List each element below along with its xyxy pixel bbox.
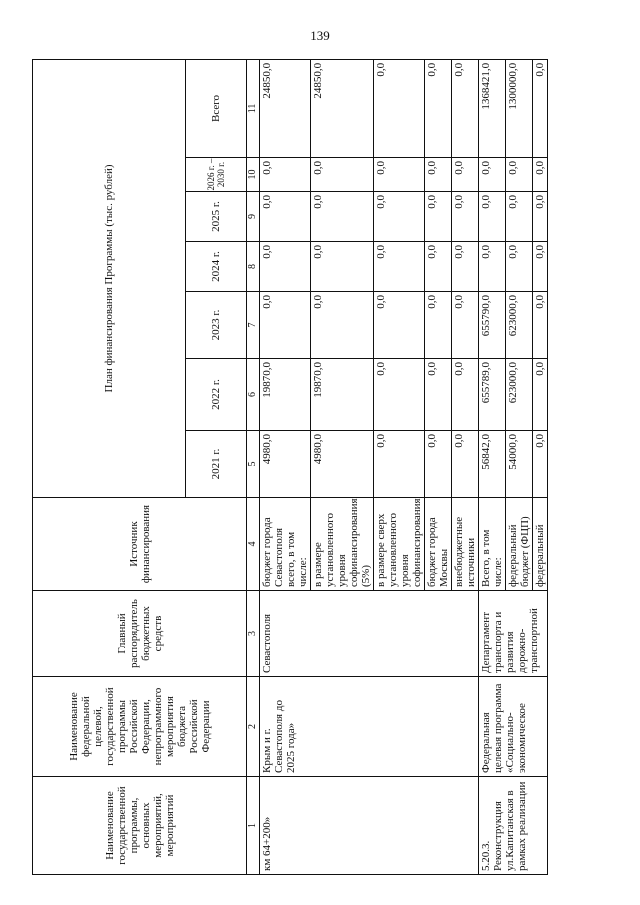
source-cell: в размере установленного уровня софинансирования (5%) — [311, 498, 374, 591]
source-cell: в размере сверх установленного уровня софинансирования — [374, 498, 425, 591]
column-number: 2 — [247, 677, 260, 777]
value-cell: 0,0 — [479, 158, 506, 192]
value-cell: 0,0 — [374, 359, 425, 431]
source-cell: федеральный бюджет (ФЦП) — [506, 498, 533, 591]
column-number: 8 — [247, 242, 260, 292]
value-cell: 0,0 — [452, 158, 479, 192]
value-cell: 0,0 — [311, 158, 374, 192]
value-cell: 0,0 — [260, 158, 311, 192]
financing-table — [32, 59, 548, 875]
total-cell: 0,0 — [374, 59, 425, 157]
column-number: 11 — [247, 59, 260, 157]
value-cell: 0,0 — [452, 242, 479, 292]
header-year: 2023 г. — [186, 292, 247, 359]
column-number: 5 — [247, 431, 260, 498]
source-cell: бюджет города Севастополя всего, в том числе: — [260, 498, 311, 591]
value-cell: 0,0 — [533, 242, 548, 292]
value-cell: 0,0 — [452, 292, 479, 359]
header-source: Источник финансирования — [33, 498, 247, 591]
header-year: 2021 г. — [186, 431, 247, 498]
value-cell: 0,0 — [425, 158, 452, 192]
value-cell: 0,0 — [533, 359, 548, 431]
value-cell: 0,0 — [452, 192, 479, 242]
source-cell: бюджет города Москвы — [425, 498, 452, 591]
value-cell: 0,0 — [479, 242, 506, 292]
federal-program-cell: Крым и г. Севастополя до 2025 года» — [260, 677, 479, 777]
value-cell: 0,0 — [452, 431, 479, 498]
value-cell: 623000,0 — [506, 292, 533, 359]
header-plan: План финансирования Программы (тыс. рублей) — [33, 59, 186, 497]
value-cell: 0,0 — [533, 158, 548, 192]
header-program: Наименование государственной программы, основных мероприятий, мероприятий — [33, 777, 247, 875]
value-cell: 0,0 — [425, 292, 452, 359]
header-budget-manager: Главный распорядитель бюджетных средств — [33, 591, 247, 677]
column-number: 10 — [247, 158, 260, 192]
total-cell: 0,0 — [452, 59, 479, 157]
value-cell: 0,0 — [425, 431, 452, 498]
value-cell: 0,0 — [260, 292, 311, 359]
budget-manager-cell: Севастополя — [260, 591, 479, 677]
value-cell: 0,0 — [506, 242, 533, 292]
column-number: 3 — [247, 591, 260, 677]
program-cell: км 64+200» — [260, 777, 479, 875]
header-year: 2024 г. — [186, 242, 247, 292]
value-cell: 4980,0 — [311, 431, 374, 498]
value-cell: 0,0 — [533, 192, 548, 242]
total-cell: 1368421,0 — [479, 59, 506, 157]
value-cell: 0,0 — [425, 192, 452, 242]
total-cell: 24850,0 — [311, 59, 374, 157]
value-cell: 0,0 — [533, 431, 548, 498]
value-cell: 0,0 — [260, 192, 311, 242]
value-cell: 54000,0 — [506, 431, 533, 498]
value-cell: 4980,0 — [260, 431, 311, 498]
value-cell: 0,0 — [374, 158, 425, 192]
value-cell: 0,0 — [311, 192, 374, 242]
value-cell: 0,0 — [374, 242, 425, 292]
column-number-row — [247, 59, 260, 874]
page-number: 139 — [310, 28, 330, 43]
header-year: 2022 г. — [186, 359, 247, 431]
header-year: 2025 г. — [186, 192, 247, 242]
total-cell: 24850,0 — [260, 59, 311, 157]
value-cell: 0,0 — [374, 431, 425, 498]
program-cell: 5.20.3. Реконструкция ул.Капитанская в рамках реализации — [479, 777, 548, 875]
rotated-table-wrapper — [32, 60, 597, 875]
value-cell: 0,0 — [311, 242, 374, 292]
budget-manager-cell: Департамент транспорта и развития дорожно-транспортной — [479, 591, 548, 677]
column-number: 7 — [247, 292, 260, 359]
header-total: Всего — [186, 59, 247, 157]
source-cell: федеральный — [533, 498, 548, 591]
column-number: 9 — [247, 192, 260, 242]
total-cell: 0,0 — [533, 59, 548, 157]
total-cell: 1300000,0 — [506, 59, 533, 157]
value-cell: 0,0 — [260, 242, 311, 292]
value-cell: 0,0 — [506, 192, 533, 242]
header-federal-program: Наименование федеральной целевой, государственной программы Российской Федерации, непрограммного мероприятия бюджета Российской Федерации — [33, 677, 247, 777]
column-number: 6 — [247, 359, 260, 431]
value-cell: 19870,0 — [260, 359, 311, 431]
value-cell: 0,0 — [506, 158, 533, 192]
column-number: 1 — [247, 777, 260, 875]
value-cell: 0,0 — [425, 359, 452, 431]
value-cell: 19870,0 — [311, 359, 374, 431]
column-number: 4 — [247, 498, 260, 591]
value-cell: 0,0 — [479, 192, 506, 242]
value-cell: 0,0 — [425, 242, 452, 292]
federal-program-cell: Федеральная целевая программа «Социально-экономическое — [479, 677, 548, 777]
value-cell: 0,0 — [374, 292, 425, 359]
value-cell: 655789,0 — [479, 359, 506, 431]
table-row — [260, 59, 311, 874]
value-cell: 0,0 — [533, 292, 548, 359]
value-cell: 623000,0 — [506, 359, 533, 431]
source-cell: Всего, в том числе: — [479, 498, 506, 591]
value-cell: 56842,0 — [479, 431, 506, 498]
table-row — [479, 59, 506, 874]
value-cell: 0,0 — [374, 192, 425, 242]
value-cell: 0,0 — [311, 292, 374, 359]
header-year: 2026 г. – 2030 г. — [186, 158, 247, 192]
total-cell: 0,0 — [425, 59, 452, 157]
source-cell: внебюджетные источники — [452, 498, 479, 591]
value-cell: 655790,0 — [479, 292, 506, 359]
value-cell: 0,0 — [452, 359, 479, 431]
